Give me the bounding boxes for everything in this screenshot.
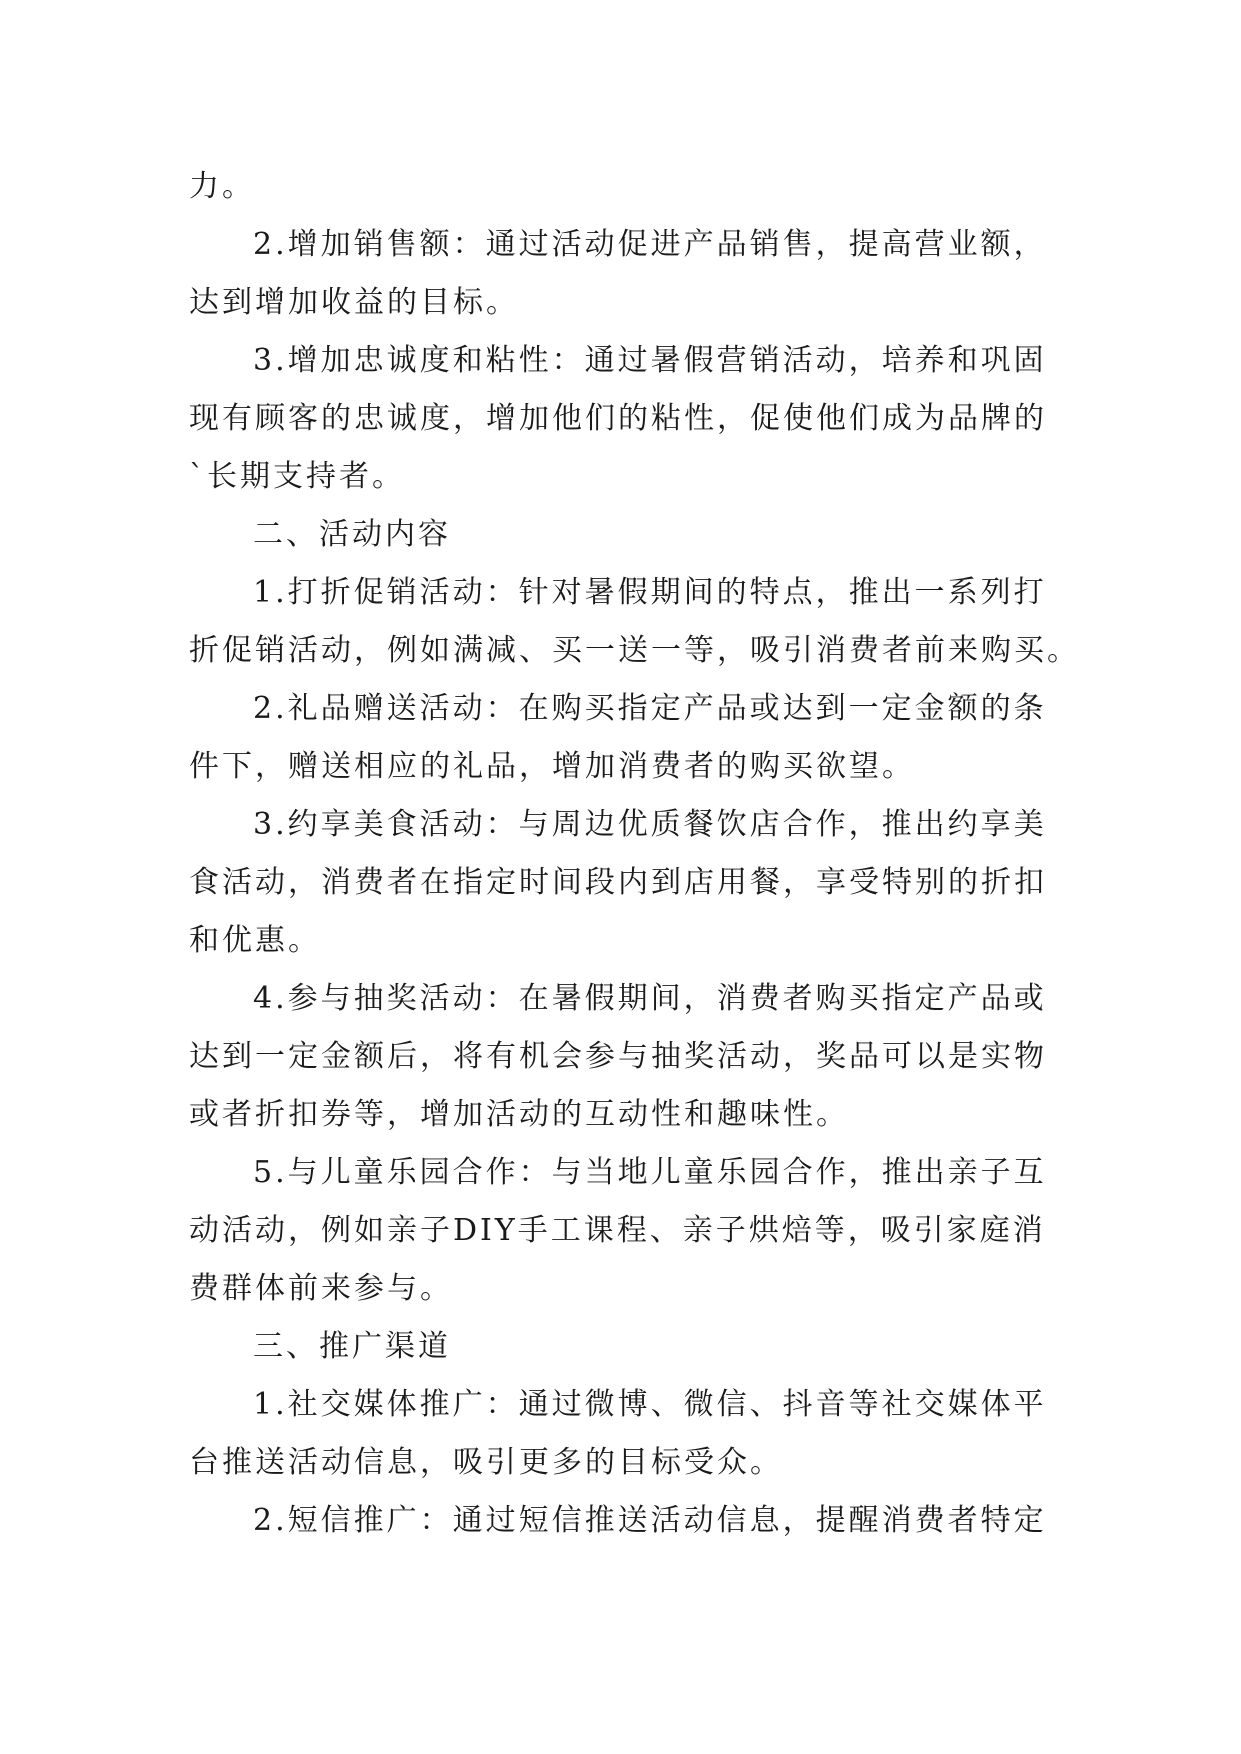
text-line: 3.约享美食活动：与周边优质餐饮店合作，推出约享美 xyxy=(253,807,1047,842)
text-line: 台推送活动信息，吸引更多的目标受众。 xyxy=(189,1445,783,1480)
text-line: 3.增加忠诚度和粘性：通过暑假营销活动，培养和巩固 xyxy=(253,343,1047,378)
text-line: 食活动，消费者在指定时间段内到店用餐，享受特别的折扣 xyxy=(189,865,1047,900)
text-line: 5.与儿童乐园合作：与当地儿童乐园合作，推出亲子互 xyxy=(253,1155,1047,1190)
text-line: 1.社交媒体推广：通过微博、微信、抖音等社交媒体平 xyxy=(253,1387,1047,1422)
text-line: 现有顾客的忠诚度，增加他们的粘性，促使他们成为品牌的 xyxy=(189,401,1047,436)
text-line: 2.增加销售额：通过活动促进产品销售，提高营业额， xyxy=(253,227,1047,262)
text-line: 4.参与抽奖活动：在暑假期间，消费者购买指定产品或 xyxy=(253,981,1047,1016)
text-line: 折促销活动，例如满减、买一送一等，吸引消费者前来购买。 xyxy=(189,633,1080,668)
text-line: 件下，赠送相应的礼品，增加消费者的购买欲望。 xyxy=(189,749,915,784)
text-line: 力。 xyxy=(189,169,255,204)
text-line: `长期支持者。 xyxy=(189,459,405,494)
document-body xyxy=(189,158,1080,1550)
section-heading: 三、推广渠道 xyxy=(253,1329,451,1364)
text-line: 动活动，例如亲子DIY手工课程、亲子烘焙等，吸引家庭消 xyxy=(189,1213,1046,1248)
text-line: 达到增加收益的目标。 xyxy=(189,285,519,320)
text-line: 2.礼品赠送活动：在购买指定产品或达到一定金额的条 xyxy=(253,691,1047,726)
text-line: 2.短信推广：通过短信推送活动信息，提醒消费者特定 xyxy=(253,1503,1047,1538)
text-line: 费群体前来参与。 xyxy=(189,1271,453,1306)
section-heading: 二、活动内容 xyxy=(253,517,451,552)
text-line: 1.打折促销活动：针对暑假期间的特点，推出一系列打 xyxy=(253,575,1047,610)
text-line: 和优惠。 xyxy=(189,923,321,958)
text-line: 或者折扣券等，增加活动的互动性和趣味性。 xyxy=(189,1097,849,1132)
text-line: 达到一定金额后，将有机会参与抽奖活动，奖品可以是实物 xyxy=(189,1039,1047,1074)
